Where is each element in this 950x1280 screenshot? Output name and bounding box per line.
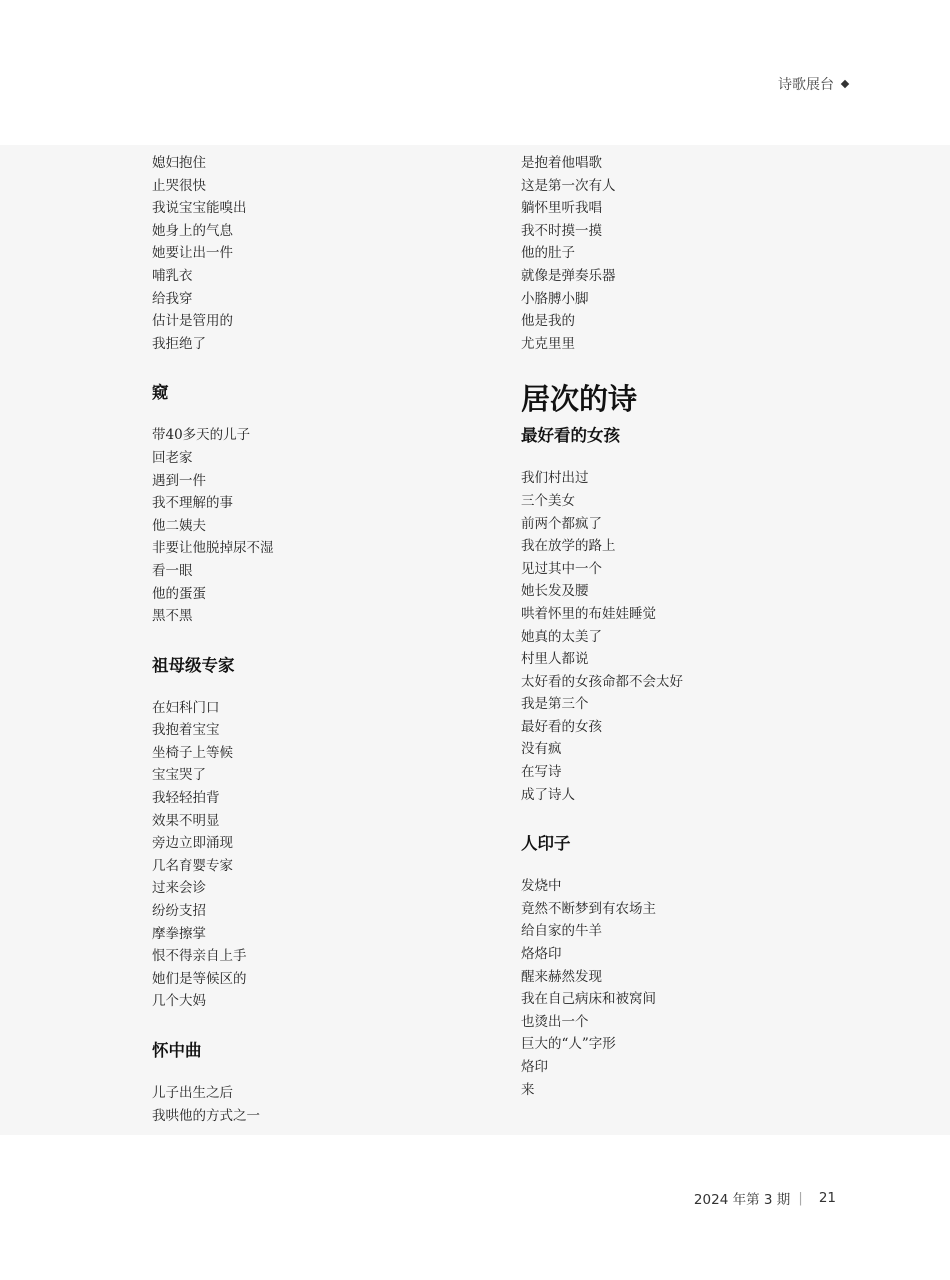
poem-line: 回老家 (152, 449, 193, 466)
poem-title: 怀中曲 (152, 1041, 202, 1060)
poem-line: 村里人都说 (521, 651, 589, 668)
poem-body (521, 467, 851, 806)
poem-line: 成了诗人 (521, 786, 575, 803)
page-number: 21 (818, 1190, 836, 1206)
poem-line: 我拒绝了 (152, 335, 206, 352)
poem-line: 他的蛋蛋 (152, 585, 206, 602)
poem-line: 见过其中一个 (521, 560, 602, 577)
poem-line: 我不理解的事 (152, 495, 233, 512)
poem-line: 纷纷支招 (152, 903, 206, 920)
poem-body (152, 1082, 482, 1127)
page-footer (694, 1188, 836, 1208)
poem-line: 我说宝宝能嗅出 (152, 200, 247, 217)
poem-line: 没有疯 (521, 741, 562, 758)
poem-line: 几名育婴专家 (152, 857, 233, 874)
poem-line: 来 (521, 1081, 535, 1098)
poem-line: 过来会诊 (152, 880, 206, 897)
poem-body (521, 875, 851, 1101)
footer-separator: | (798, 1190, 803, 1206)
poem-line: 三个美女 (521, 492, 575, 509)
poem-line: 是抱着他唱歌 (521, 155, 602, 171)
poem-line: 她要让出一件 (152, 245, 233, 262)
poem-line: 她长发及腰 (521, 583, 589, 600)
poem-line: 看一眼 (152, 562, 193, 579)
poem-line: 估计是管用的 (152, 313, 233, 330)
poem-line: 他是我的 (521, 313, 575, 330)
poem-continued (521, 152, 851, 355)
issue-label: 2024 年第 3 期 (693, 1192, 791, 1208)
poem-line: 她们是等候区的 (152, 970, 247, 987)
poem-line: 醒来赫然发现 (521, 968, 602, 985)
poem-line: 也烫出一个 (521, 1013, 589, 1030)
poem-line: 就像是弹奏乐器 (521, 267, 616, 284)
poem-line: 这是第一次有人 (521, 177, 616, 194)
poem-title: 窥 (152, 383, 169, 403)
poem-line: 黑不黑 (152, 608, 193, 625)
poem-line: 烙烙印 (521, 946, 562, 963)
column-header (778, 74, 848, 94)
poem-body (152, 424, 482, 627)
poem-line: 给自家的牛羊 (521, 923, 602, 940)
poem-line: 他的肚子 (521, 245, 575, 262)
poem-line: 她身上的气息 (152, 222, 233, 239)
poem-line: 烙印 (521, 1059, 548, 1075)
poem-line: 小胳膊小脚 (521, 290, 589, 307)
poem-line: 我在自己病床和被窝间 (521, 991, 656, 1008)
column-name: 诗歌展台 (778, 77, 834, 93)
poem-line: 前两个都疯了 (521, 515, 602, 532)
poem-line: 我不时摸一摸 (521, 222, 602, 239)
poem-line: 在妇科门口 (152, 699, 220, 716)
poem-line: 她真的太美了 (521, 628, 602, 645)
poem-line: 我哄他的方式之一 (152, 1107, 260, 1124)
poem-line: 摩拳擦掌 (152, 925, 206, 942)
poem-line: 带40多天的儿子 (152, 427, 251, 444)
poem-line: 最好看的女孩 (521, 718, 602, 735)
poem-line: 尤克里里 (521, 335, 575, 352)
poem-line: 我们村出过 (521, 470, 589, 487)
poem-line: 在写诗 (521, 764, 562, 781)
poem-line: 我是第三个 (521, 696, 589, 713)
poem-title: 最好看的女孩 (521, 426, 620, 446)
poem-title: 人印子 (521, 834, 571, 854)
poem-line: 恨不得亲自上手 (152, 948, 247, 965)
poem-line: 给我穿 (152, 290, 193, 307)
poem-line: 太好看的女孩命都不会太好 (521, 673, 683, 690)
section-title: 居次的诗 (521, 382, 638, 417)
poem-body (152, 697, 482, 1013)
poem-line: 我在放学的路上 (521, 538, 616, 555)
poem-line: 哄着怀里的布娃娃睡觉 (521, 605, 656, 622)
poem-line: 媳妇抱住 (152, 155, 206, 171)
diamond-icon (841, 80, 849, 88)
poem-line: 遇到一件 (152, 472, 206, 489)
poem-line: 几个大妈 (152, 993, 206, 1010)
poem-line: 非要让他脱掉尿不湿 (152, 540, 274, 557)
poem-line: 他二姨夫 (152, 517, 206, 534)
poem-line: 我轻轻拍背 (152, 790, 220, 807)
poem-line: 宝宝哭了 (152, 767, 206, 784)
poem-line: 巨大的“人”字形 (521, 1036, 616, 1053)
poem-line: 躺怀里听我唱 (521, 200, 602, 217)
poem-line: 效果不明显 (152, 812, 220, 829)
left-column (152, 152, 482, 1127)
poem-line: 儿子出生之后 (152, 1085, 233, 1101)
poem-title: 祖母级专家 (152, 655, 235, 675)
poem-line: 止哭很快 (152, 177, 206, 194)
poem-line: 哺乳衣 (152, 267, 193, 284)
poem-line: 我抱着宝宝 (152, 722, 220, 739)
poem-line: 竟然不断梦到有农场主 (521, 900, 656, 917)
poem-line: 发烧中 (521, 878, 562, 895)
poem-line: 旁边立即涌现 (152, 835, 233, 852)
poem-line: 坐椅子上等候 (152, 744, 233, 761)
poem-continued (152, 152, 482, 355)
right-column (521, 152, 851, 1101)
